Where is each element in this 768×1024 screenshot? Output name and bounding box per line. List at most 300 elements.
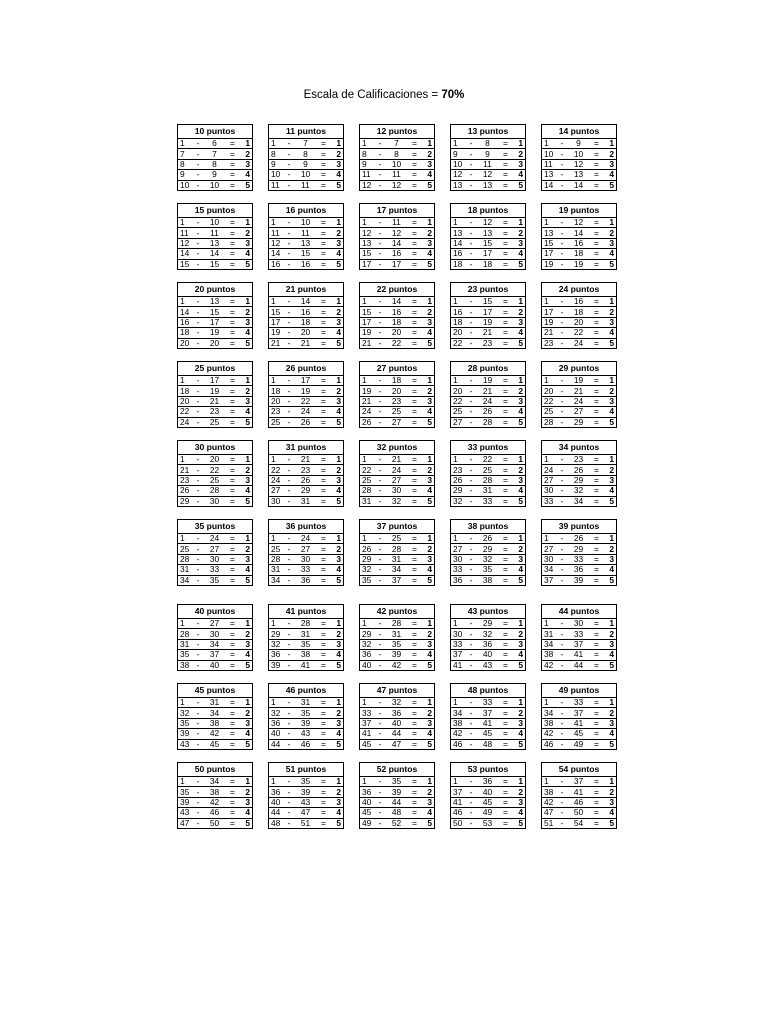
table-row [360,149,435,159]
range-start: 28 [269,554,285,564]
equals-sign: = [227,818,239,828]
range-dash: - [376,307,385,317]
equals-sign: = [409,808,421,818]
equals-sign: = [500,475,512,485]
grade-value: 3 [239,639,253,649]
range-start: 13 [542,170,558,180]
range-dash: - [558,376,567,386]
range-dash: - [194,249,203,259]
grade-value: 5 [239,180,253,190]
range-dash: - [376,455,385,465]
table-row [360,328,435,338]
range-dash: - [194,554,203,564]
range-dash: - [467,149,476,159]
grade-value: 1 [512,534,526,544]
grade-value: 5 [512,739,526,749]
range-end: 21 [567,386,591,396]
scale-table [177,282,253,349]
equals-sign: = [227,777,239,787]
range-start: 26 [360,544,376,554]
range-start: 29 [360,554,376,564]
table-row [542,565,617,575]
equals-sign: = [318,228,330,238]
table-row [178,787,253,797]
table-row [542,818,617,828]
equals-sign: = [409,650,421,660]
grade-value: 1 [239,139,253,149]
equals-sign: = [227,218,239,228]
grid-row [177,762,617,830]
range-start: 31 [542,629,558,639]
range-dash: - [558,417,567,427]
range-dash: - [558,496,567,506]
range-dash: - [467,496,476,506]
range-start: 33 [451,565,467,575]
range-start: 24 [269,475,285,485]
table-row [451,376,526,386]
range-start: 1 [360,534,376,544]
range-dash: - [194,407,203,417]
range-start: 26 [360,417,376,427]
table-row [269,496,344,506]
range-dash: - [285,777,294,787]
grade-value: 5 [239,496,253,506]
range-dash: - [285,787,294,797]
equals-sign: = [500,297,512,307]
scale-table [359,762,435,829]
table-title: 30 puntos [178,441,253,455]
range-dash: - [467,259,476,269]
table-row [542,777,617,787]
table-row [269,407,344,417]
range-end: 39 [294,787,318,797]
grade-value: 1 [512,376,526,386]
equals-sign: = [318,386,330,396]
range-end: 11 [385,170,409,180]
range-end: 11 [294,228,318,238]
range-dash: - [285,170,294,180]
range-dash: - [558,808,567,818]
range-start: 17 [360,317,376,327]
range-dash: - [376,396,385,406]
grade-value: 1 [330,376,344,386]
equals-sign: = [318,565,330,575]
range-start: 37 [451,650,467,660]
range-start: 14 [178,249,194,259]
table-title: 40 puntos [178,605,253,619]
range-start: 1 [178,619,194,629]
grade-value: 1 [603,534,617,544]
table-row [451,565,526,575]
grade-value: 5 [239,660,253,670]
range-dash: - [376,708,385,718]
range-end: 35 [294,708,318,718]
grade-value: 4 [330,808,344,818]
grade-value: 5 [330,496,344,506]
equals-sign: = [318,139,330,149]
equals-sign: = [500,718,512,728]
range-dash: - [558,660,567,670]
range-end: 30 [294,554,318,564]
range-end: 26 [476,534,500,544]
range-start: 1 [360,777,376,787]
table-row [269,170,344,180]
grade-value: 4 [421,729,435,739]
grade-value: 4 [421,328,435,338]
range-dash: - [467,650,476,660]
equals-sign: = [500,328,512,338]
grade-value: 1 [512,218,526,228]
range-dash: - [285,407,294,417]
range-start: 1 [178,455,194,465]
equals-sign: = [409,180,421,190]
scale-table [177,762,253,829]
range-start: 1 [542,534,558,544]
grade-value: 1 [421,698,435,708]
range-end: 21 [385,455,409,465]
equals-sign: = [591,149,603,159]
range-end: 28 [203,486,227,496]
grade-value: 5 [421,180,435,190]
range-end: 33 [294,565,318,575]
range-dash: - [285,544,294,554]
table-title: 51 puntos [269,763,344,777]
range-dash: - [376,149,385,159]
range-start: 47 [178,818,194,828]
range-dash: - [376,259,385,269]
grade-value: 5 [603,660,617,670]
grade-value: 2 [421,787,435,797]
grade-value: 1 [330,455,344,465]
grade-value: 4 [239,729,253,739]
table-row [178,544,253,554]
range-start: 50 [451,818,467,828]
table-row [451,544,526,554]
range-end: 21 [203,396,227,406]
grade-value: 5 [603,338,617,348]
range-dash: - [376,238,385,248]
equals-sign: = [500,417,512,427]
table-row [178,565,253,575]
grade-value: 2 [330,228,344,238]
range-start: 18 [178,386,194,396]
range-end: 29 [476,619,500,629]
equals-sign: = [591,708,603,718]
equals-sign: = [409,496,421,506]
table-row [269,739,344,749]
range-start: 31 [360,496,376,506]
table-title: 27 puntos [360,362,435,376]
range-end: 16 [567,238,591,248]
table-row [178,534,253,544]
table-row [360,317,435,327]
range-dash: - [285,739,294,749]
table-row [360,708,435,718]
grade-value: 2 [512,787,526,797]
table-row [451,297,526,307]
table-row [360,650,435,660]
table-row [451,650,526,660]
range-start: 15 [360,249,376,259]
range-end: 12 [476,218,500,228]
grade-value: 3 [330,639,344,649]
range-end: 29 [567,475,591,485]
range-start: 12 [360,180,376,190]
grade-value: 3 [330,554,344,564]
grade-value: 1 [603,698,617,708]
range-dash: - [194,808,203,818]
range-end: 33 [203,565,227,575]
range-start: 23 [269,407,285,417]
grade-value: 1 [330,534,344,544]
range-dash: - [558,297,567,307]
table-row [269,259,344,269]
range-dash: - [285,660,294,670]
range-end: 10 [203,180,227,190]
range-start: 1 [360,139,376,149]
table-row [269,338,344,348]
range-dash: - [376,619,385,629]
range-dash: - [558,818,567,828]
range-dash: - [285,575,294,585]
table-row [451,139,526,149]
range-end: 19 [476,317,500,327]
range-start: 14 [542,180,558,190]
grade-value: 4 [421,808,435,818]
range-start: 8 [269,149,285,159]
range-dash: - [285,159,294,169]
grid-row [177,203,617,271]
grade-value: 1 [603,218,617,228]
equals-sign: = [318,650,330,660]
equals-sign: = [227,729,239,739]
grade-value: 5 [421,739,435,749]
grade-value: 3 [330,396,344,406]
table-row [178,629,253,639]
grade-value: 4 [330,650,344,660]
grade-value: 4 [330,249,344,259]
range-end: 28 [294,619,318,629]
grade-value: 3 [512,797,526,807]
table-row [451,170,526,180]
range-dash: - [558,218,567,228]
table-row [451,797,526,807]
equals-sign: = [591,739,603,749]
range-start: 1 [542,139,558,149]
range-dash: - [285,317,294,327]
range-start: 1 [451,297,467,307]
grade-value: 3 [603,554,617,564]
equals-sign: = [227,407,239,417]
range-dash: - [376,417,385,427]
range-dash: - [558,159,567,169]
grade-value: 1 [330,139,344,149]
equals-sign: = [500,534,512,544]
range-start: 1 [178,297,194,307]
equals-sign: = [591,455,603,465]
range-start: 1 [178,218,194,228]
range-end: 32 [385,698,409,708]
range-start: 1 [451,777,467,787]
table-row [451,660,526,670]
table-row [542,180,617,190]
table-row [269,328,344,338]
table-row [269,708,344,718]
range-end: 33 [567,629,591,639]
range-start: 21 [542,328,558,338]
range-dash: - [194,465,203,475]
equals-sign: = [409,787,421,797]
table-row [269,386,344,396]
range-dash: - [467,639,476,649]
range-start: 1 [542,297,558,307]
grade-value: 4 [239,565,253,575]
range-start: 1 [360,297,376,307]
range-end: 40 [476,787,500,797]
range-start: 18 [451,317,467,327]
table-row [451,317,526,327]
range-start: 30 [269,496,285,506]
range-dash: - [194,376,203,386]
range-end: 45 [203,739,227,749]
range-dash: - [558,639,567,649]
grade-value: 2 [421,307,435,317]
grade-value: 4 [512,565,526,575]
range-start: 23 [178,475,194,485]
grade-value: 5 [512,259,526,269]
table-row [451,808,526,818]
equals-sign: = [409,455,421,465]
range-end: 22 [385,338,409,348]
range-end: 9 [476,149,500,159]
range-end: 10 [294,170,318,180]
table-title: 25 puntos [178,362,253,376]
table-row [269,729,344,739]
table-row [451,149,526,159]
grade-value: 4 [239,650,253,660]
table-row [542,396,617,406]
grade-value: 5 [603,417,617,427]
table-row [542,575,617,585]
range-start: 31 [269,565,285,575]
range-end: 39 [294,718,318,728]
range-dash: - [285,249,294,259]
grade-value: 1 [330,698,344,708]
equals-sign: = [500,808,512,818]
table-row [269,698,344,708]
range-start: 1 [451,698,467,708]
table-row [178,407,253,417]
grade-value: 1 [239,698,253,708]
range-dash: - [285,475,294,485]
range-end: 12 [567,159,591,169]
equals-sign: = [227,575,239,585]
equals-sign: = [500,554,512,564]
range-start: 25 [269,544,285,554]
range-end: 23 [567,455,591,465]
range-start: 1 [360,619,376,629]
range-dash: - [376,739,385,749]
range-start: 44 [269,739,285,749]
equals-sign: = [318,660,330,670]
grid-row [177,124,617,192]
scale-table [268,203,344,270]
equals-sign: = [409,159,421,169]
range-end: 38 [476,575,500,585]
equals-sign: = [318,407,330,417]
equals-sign: = [591,317,603,327]
grade-value: 5 [239,575,253,585]
range-end: 28 [385,544,409,554]
range-end: 26 [567,465,591,475]
range-start: 1 [360,376,376,386]
range-dash: - [376,565,385,575]
range-start: 19 [360,386,376,396]
range-start: 1 [178,139,194,149]
table-row [451,777,526,787]
range-dash: - [376,486,385,496]
table-row [542,619,617,629]
range-end: 23 [294,465,318,475]
range-dash: - [467,317,476,327]
equals-sign: = [227,475,239,485]
equals-sign: = [500,249,512,259]
range-end: 29 [567,417,591,427]
grade-value: 3 [603,718,617,728]
range-end: 23 [203,407,227,417]
range-start: 22 [178,407,194,417]
range-end: 25 [385,407,409,417]
table-row [542,787,617,797]
grade-value: 3 [421,159,435,169]
range-end: 26 [294,417,318,427]
range-end: 29 [567,544,591,554]
range-dash: - [194,496,203,506]
equals-sign: = [500,698,512,708]
range-start: 1 [269,218,285,228]
grade-value: 2 [421,708,435,718]
scale-table [450,203,526,270]
equals-sign: = [591,729,603,739]
range-dash: - [467,170,476,180]
table-row [451,259,526,269]
grade-value: 2 [239,544,253,554]
range-dash: - [467,486,476,496]
range-start: 22 [542,396,558,406]
grade-value: 2 [239,307,253,317]
page-title [0,89,768,101]
table-row [360,496,435,506]
range-end: 18 [476,259,500,269]
grade-value: 5 [512,180,526,190]
range-end: 12 [567,218,591,228]
equals-sign: = [318,739,330,749]
range-dash: - [467,777,476,787]
equals-sign: = [227,698,239,708]
range-end: 18 [385,317,409,327]
equals-sign: = [227,455,239,465]
equals-sign: = [409,660,421,670]
range-end: 14 [385,297,409,307]
range-dash: - [376,496,385,506]
range-end: 46 [567,797,591,807]
range-dash: - [558,544,567,554]
equals-sign: = [227,396,239,406]
equals-sign: = [591,297,603,307]
equals-sign: = [591,338,603,348]
equals-sign: = [591,328,603,338]
table-row [269,297,344,307]
